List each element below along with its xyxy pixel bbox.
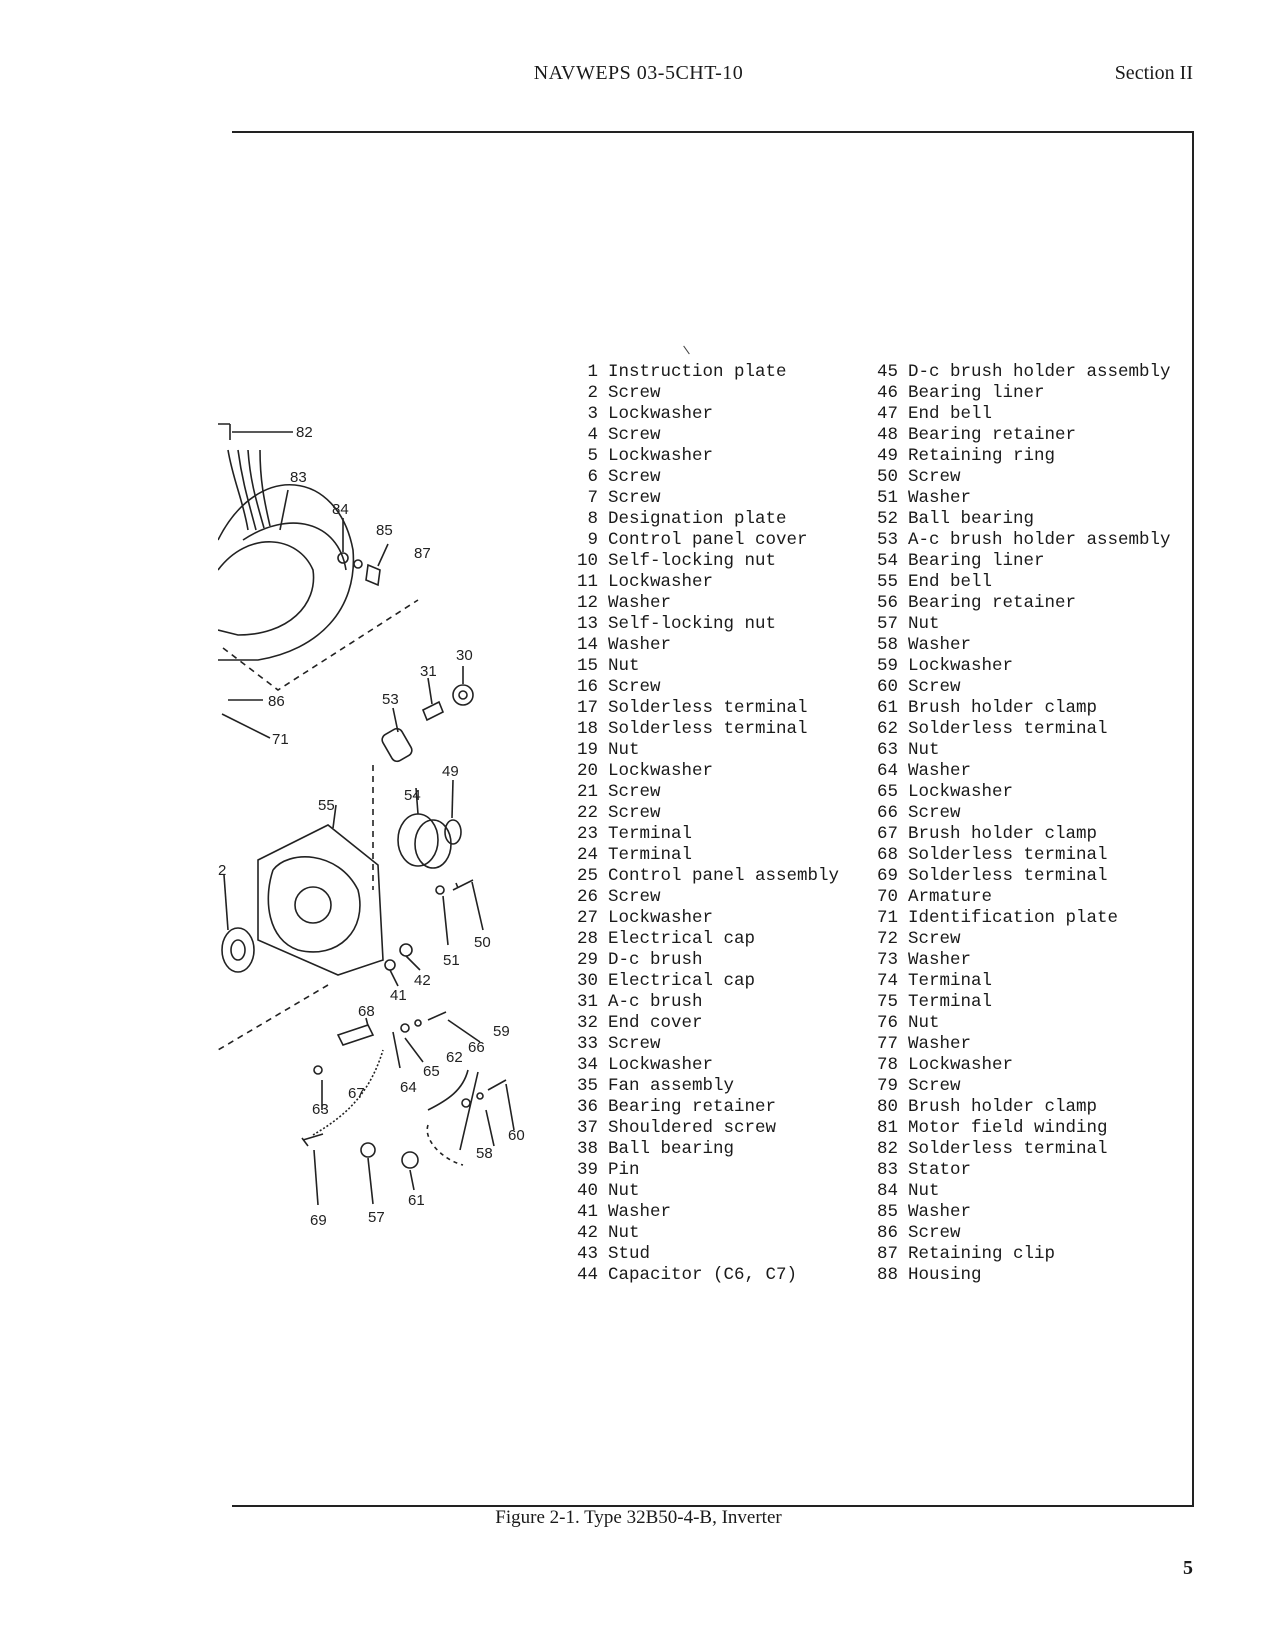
list-item: 28 Electrical cap bbox=[576, 929, 756, 949]
callout-50: 50 bbox=[474, 934, 491, 951]
list-item: 80 Brush holder clamp bbox=[876, 1097, 1098, 1117]
list-item: 84 Nut bbox=[876, 1181, 940, 1201]
list-item: 68 Solderless terminal bbox=[876, 845, 1108, 865]
list-item: 5 Lockwasher bbox=[587, 446, 714, 466]
callout-59: 59 bbox=[493, 1023, 510, 1040]
list-item: 86 Screw bbox=[876, 1223, 961, 1243]
list-item: 67 Brush holder clamp bbox=[876, 824, 1098, 844]
list-item: 18 Solderless terminal bbox=[576, 719, 808, 739]
callout-84: 84 bbox=[332, 501, 349, 518]
callout-57: 57 bbox=[368, 1209, 385, 1226]
callout-65: 65 bbox=[423, 1063, 440, 1080]
page-number: 5 bbox=[1183, 1557, 1193, 1579]
list-item: 38 Ball bearing bbox=[576, 1139, 735, 1159]
list-item: 26 Screw bbox=[576, 887, 661, 907]
callout-31: 31 bbox=[420, 663, 437, 680]
list-item: 81 Motor field winding bbox=[876, 1118, 1108, 1138]
callout-55: 55 bbox=[318, 797, 335, 814]
list-item: 72 Screw bbox=[876, 929, 961, 949]
list-item: 9 Control panel cover bbox=[587, 530, 808, 550]
list-item: 58 Washer bbox=[876, 635, 972, 655]
list-item: 82 Solderless terminal bbox=[876, 1139, 1108, 1159]
list-item: 54 Bearing liner bbox=[876, 551, 1045, 571]
list-item: 16 Screw bbox=[576, 677, 661, 697]
list-item: 24 Terminal bbox=[576, 845, 693, 865]
list-item: 2 Screw bbox=[587, 383, 661, 403]
list-item: 53 A-c brush holder assembly bbox=[876, 530, 1171, 550]
list-item: 37 Shouldered screw bbox=[576, 1118, 777, 1138]
list-item: 41 Washer bbox=[576, 1202, 672, 1222]
list-item: 78 Lockwasher bbox=[876, 1055, 1014, 1075]
list-item: 19 Nut bbox=[576, 740, 640, 760]
callout-2: 2 bbox=[218, 862, 227, 879]
callout-63: 63 bbox=[312, 1101, 329, 1118]
list-item: 36 Bearing retainer bbox=[576, 1097, 777, 1117]
list-item: 75 Terminal bbox=[876, 992, 993, 1012]
figure-caption: Figure 2-1. Type 32B50-4-B, Inverter bbox=[495, 1507, 782, 1528]
list-item: 7 Screw bbox=[587, 488, 661, 508]
callout-82: 82 bbox=[296, 424, 313, 441]
list-item: 62 Solderless terminal bbox=[876, 719, 1108, 739]
list-item: 60 Screw bbox=[876, 677, 961, 697]
list-item: 15 Nut bbox=[576, 656, 640, 676]
list-item: 17 Solderless terminal bbox=[576, 698, 808, 718]
list-item: 6 Screw bbox=[587, 467, 661, 487]
list-item: 10 Self-locking nut bbox=[576, 551, 777, 571]
list-item: 40 Nut bbox=[576, 1181, 640, 1201]
exploded-view-diagram bbox=[218, 420, 570, 1296]
list-item: 21 Screw bbox=[576, 782, 661, 802]
list-item: 61 Brush holder clamp bbox=[876, 698, 1098, 718]
list-item: 44 Capacitor (C6, C7) bbox=[576, 1265, 798, 1285]
list-item: 3 Lockwasher bbox=[587, 404, 714, 424]
list-item: 45 D-c brush holder assembly bbox=[876, 362, 1171, 382]
list-item: 43 Stud bbox=[576, 1244, 651, 1264]
list-item: 73 Washer bbox=[876, 950, 972, 970]
callout-58: 58 bbox=[476, 1145, 493, 1162]
list-item: 70 Armature bbox=[876, 887, 993, 907]
list-item: 20 Lockwasher bbox=[576, 761, 714, 781]
list-item: 30 Electrical cap bbox=[576, 971, 756, 991]
list-item: 85 Washer bbox=[876, 1202, 972, 1222]
callout-67: 67 bbox=[348, 1085, 365, 1102]
callout-53: 53 bbox=[382, 691, 399, 708]
list-item: 33 Screw bbox=[576, 1034, 661, 1054]
callout-41: 41 bbox=[390, 987, 407, 1004]
callout-86: 86 bbox=[268, 693, 285, 710]
list-item: 11 Lockwasher bbox=[576, 572, 714, 592]
callout-83: 83 bbox=[290, 469, 307, 486]
list-item: 88 Housing bbox=[876, 1265, 982, 1285]
list-item: 59 Lockwasher bbox=[876, 656, 1014, 676]
list-item: 69 Solderless terminal bbox=[876, 866, 1108, 886]
list-item: 65 Lockwasher bbox=[876, 782, 1014, 802]
callout-49: 49 bbox=[442, 763, 459, 780]
list-item: 49 Retaining ring bbox=[876, 446, 1056, 466]
list-item: 74 Terminal bbox=[876, 971, 993, 991]
parts-list-right bbox=[870, 362, 1171, 1286]
list-item: 79 Screw bbox=[876, 1076, 961, 1096]
list-item: 71 Identification plate bbox=[876, 908, 1119, 928]
callout-68: 68 bbox=[358, 1003, 375, 1020]
list-item: 51 Washer bbox=[876, 488, 972, 508]
callout-66: 66 bbox=[468, 1039, 485, 1056]
list-item: 64 Washer bbox=[876, 761, 972, 781]
list-item: 48 Bearing retainer bbox=[876, 425, 1077, 445]
list-item: 77 Washer bbox=[876, 1034, 972, 1054]
list-item: 22 Screw bbox=[576, 803, 661, 823]
list-item: 23 Terminal bbox=[576, 824, 693, 844]
parts-list-left bbox=[570, 362, 839, 1286]
list-item: 35 Fan assembly bbox=[576, 1076, 735, 1096]
list-item: 39 Pin bbox=[576, 1160, 640, 1180]
callout-51: 51 bbox=[443, 952, 460, 969]
section-label: Section II bbox=[1114, 62, 1193, 84]
callout-69: 69 bbox=[310, 1212, 327, 1229]
list-item: 52 Ball bearing bbox=[876, 509, 1035, 529]
document-number: NAVWEPS 03-5CHT-10 bbox=[533, 62, 744, 84]
callout-62: 62 bbox=[446, 1049, 463, 1066]
list-item: 87 Retaining clip bbox=[876, 1244, 1056, 1264]
list-item: 12 Washer bbox=[576, 593, 672, 613]
list-item: 50 Screw bbox=[876, 467, 961, 487]
callout-30: 30 bbox=[456, 647, 473, 664]
list-item: 57 Nut bbox=[876, 614, 940, 634]
list-item: 46 Bearing liner bbox=[876, 383, 1045, 403]
list-item: 4 Screw bbox=[587, 425, 661, 445]
list-item: 14 Washer bbox=[576, 635, 672, 655]
list-item: 66 Screw bbox=[876, 803, 961, 823]
list-item: 34 Lockwasher bbox=[576, 1055, 714, 1075]
list-item: 31 A-c brush bbox=[576, 992, 703, 1012]
list-item: 27 Lockwasher bbox=[576, 908, 714, 928]
list-item: 83 Stator bbox=[876, 1160, 972, 1180]
list-item: 56 Bearing retainer bbox=[876, 593, 1077, 613]
list-item: 1 Instruction plate bbox=[587, 362, 787, 382]
list-item: 13 Self-locking nut bbox=[576, 614, 777, 634]
callout-64: 64 bbox=[400, 1079, 417, 1096]
callout-85: 85 bbox=[376, 522, 393, 539]
list-item: 55 End bell bbox=[876, 572, 993, 592]
list-item: 76 Nut bbox=[876, 1013, 940, 1033]
list-item: 63 Nut bbox=[876, 740, 940, 760]
list-item: 47 End bell bbox=[876, 404, 993, 424]
list-item: 25 Control panel assembly bbox=[576, 866, 840, 886]
callout-71: 71 bbox=[272, 731, 289, 748]
callout-61: 61 bbox=[408, 1192, 425, 1209]
list-item: 42 Nut bbox=[576, 1223, 640, 1243]
callout-60: 60 bbox=[508, 1127, 525, 1144]
callout-42: 42 bbox=[414, 972, 431, 989]
list-item: 8 Designation plate bbox=[587, 509, 787, 529]
list-item: 32 End cover bbox=[576, 1013, 703, 1033]
callout-87: 87 bbox=[414, 545, 431, 562]
callout-54: 54 bbox=[404, 787, 421, 804]
list-item: 29 D-c brush bbox=[576, 950, 703, 970]
